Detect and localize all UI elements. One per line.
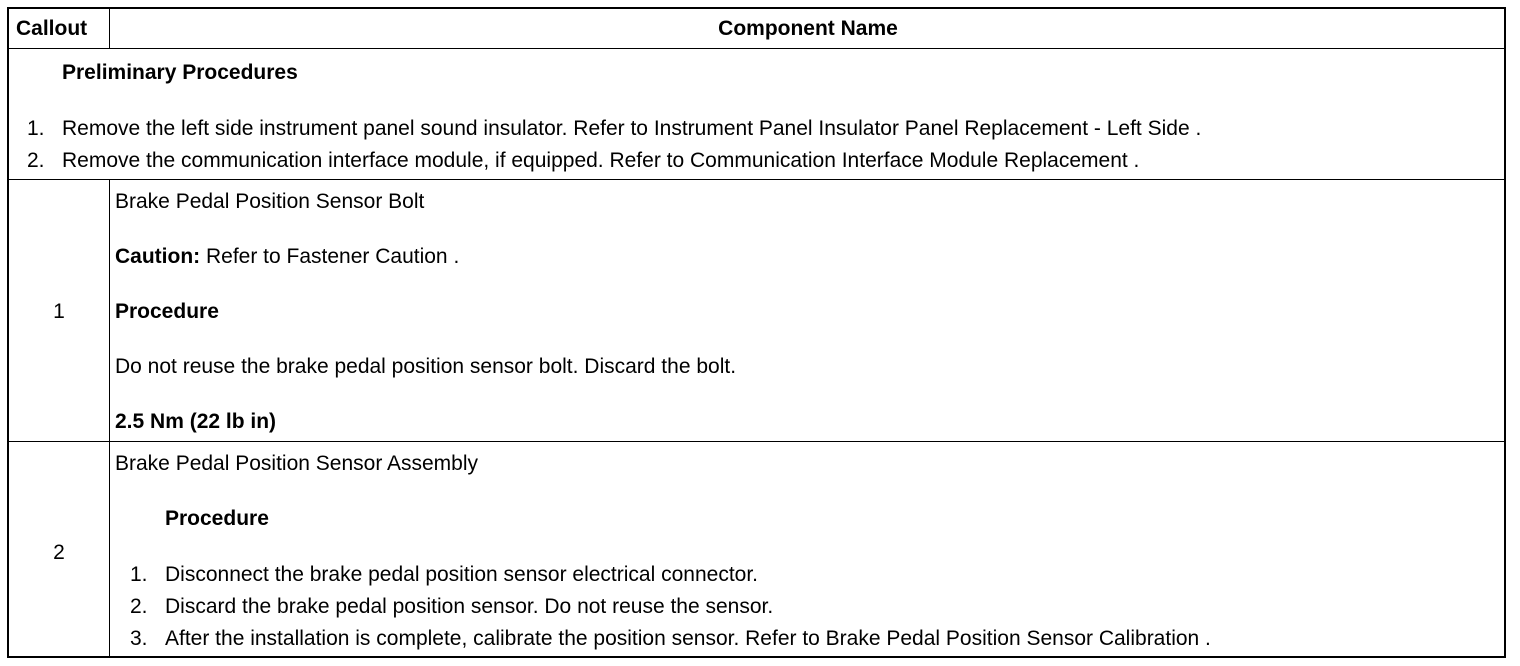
procedure-text: Do not reuse the brake pedal position sensor bolt. Discard the bolt. bbox=[115, 355, 737, 378]
column-divider bbox=[109, 179, 110, 441]
callout-number: 2 bbox=[53, 541, 65, 564]
preliminary-step-number: 1. bbox=[27, 117, 45, 140]
table-header bbox=[9, 9, 1504, 49]
procedure-step-text: Disconnect the brake pedal position sensor electrical connector. bbox=[165, 563, 759, 586]
procedure-step-text: Discard the brake pedal position sensor. Do not reuse the sensor. bbox=[165, 595, 774, 618]
caution-note bbox=[115, 245, 459, 269]
procedure-step-number: 3. bbox=[130, 627, 148, 650]
component-name: Brake Pedal Position Sensor Assembly bbox=[115, 452, 479, 475]
preliminary-step-text: Remove the left side instrument panel sound insulator. Refer to Instrument Panel Insulator Panel Replacement - Left Side . bbox=[62, 117, 1202, 140]
component-name-column-header: Component Name bbox=[718, 17, 898, 40]
header-divider bbox=[109, 9, 110, 49]
row-divider bbox=[9, 441, 1504, 442]
caution-text: Refer to Fastener Caution . bbox=[200, 245, 460, 268]
torque-spec: 2.5 Nm (22 lb in) bbox=[115, 410, 277, 433]
component-name: Brake Pedal Position Sensor Bolt bbox=[115, 190, 425, 213]
procedure-table bbox=[7, 7, 1506, 658]
preliminary-step-number: 2. bbox=[27, 149, 45, 172]
callout-column-header: Callout bbox=[16, 17, 88, 40]
preliminary-title: Preliminary Procedures bbox=[62, 61, 298, 84]
preliminary-step-text: Remove the communication interface module, if equipped. Refer to Communication Interface Module Replacement . bbox=[62, 149, 1140, 172]
procedure-step-text: After the installation is complete, calibrate the position sensor. Refer to Brake Pedal Position Sensor Calibration . bbox=[165, 627, 1211, 650]
caution-label: Caution: bbox=[115, 245, 201, 268]
row-divider bbox=[9, 179, 1504, 180]
procedure-step-number: 2. bbox=[130, 595, 148, 618]
procedure-title: Procedure bbox=[115, 300, 219, 323]
procedure-title: Procedure bbox=[165, 507, 269, 530]
callout-number: 1 bbox=[53, 300, 65, 323]
column-divider bbox=[109, 441, 110, 658]
procedure-step-number: 1. bbox=[130, 563, 148, 586]
